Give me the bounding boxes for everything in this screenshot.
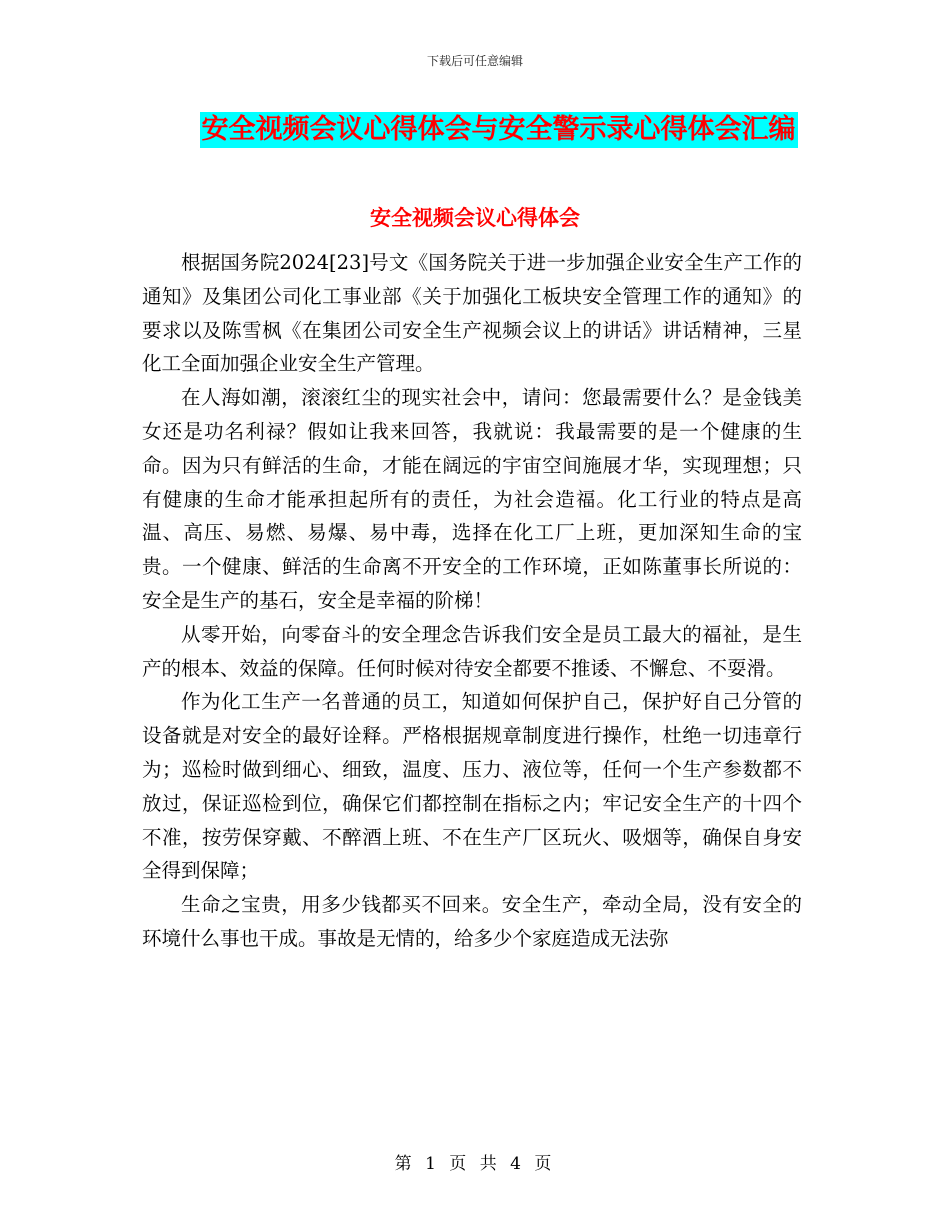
header-note: 下载后可任意编辑 [426,54,523,68]
paragraph-5: 生命之宝贵，用多少钱都买不回来。安全生产，牵动全局，没有安全的环境什么事也干成。事故是无情的，给多少个家庭造成无法弥 [142,893,802,950]
document-body [142,246,802,956]
paragraph-2: 在人海如潮，滚滚红尘的现实社会中，请问：您最需要什么？是金钱美女还是功名利禄？假如让我来回答，我就说：我最需要的是一个健康的生命。因为只有鲜活的生命，才能在阔远的宇宙空间施展才华，实现理想；只有健康的生命才能承担起所有的责任，为社会造福。化工行业的特点是高温、高压、易燃、易爆、易中毒，选择在化工厂上班，更加深知生命的宝贵。一个健康、鲜活的生命离不开安全的工作环境，正如陈董事长所说的：安全是生产的基石，安全是幸福的阶梯！ [142,386,802,612]
main-title: 安全视频会议心得体会与安全警示录心得体会汇编 [200,112,798,148]
paragraph-1: 根据国务院2024[23]号文《国务院关于进一步加强企业安全生产工作的通知》及集团公司化工事业部《关于加强化工板块安全管理工作的通知》的要求以及陈雪枫《在集团公司安全生产视频会议上的讲话》讲话精神，三星化工全面加强企业安全生产管理。 [142,251,802,376]
paragraph-4: 作为化工生产一名普通的员工，知道如何保护自己，保护好自己分管的设备就是对安全的最好诠释。严格根据规章制度进行操作，杜绝一切违章行为；巡检时做到细心、细致，温度、压力、液位等，任何一个生产参数都不放过，保证巡检到位，确保它们都控制在指标之内；牢记安全生产的十四个不准，按劳保穿戴、不醉酒上班、不在生产厂区玩火、吸烟等，确保自身安全得到保障； [142,690,802,883]
section-title: 安全视频会议心得体会 [370,206,580,230]
main-title-wrap [0,112,950,148]
paragraph-3: 从零开始，向零奋斗的安全理念告诉我们安全是员工最大的福祉，是生产的根本、效益的保障。任何时候对待安全都要不推诿、不懈怠、不耍滑。 [142,622,802,680]
page-footer: 第 1 页 共 4 页 [394,1154,556,1174]
